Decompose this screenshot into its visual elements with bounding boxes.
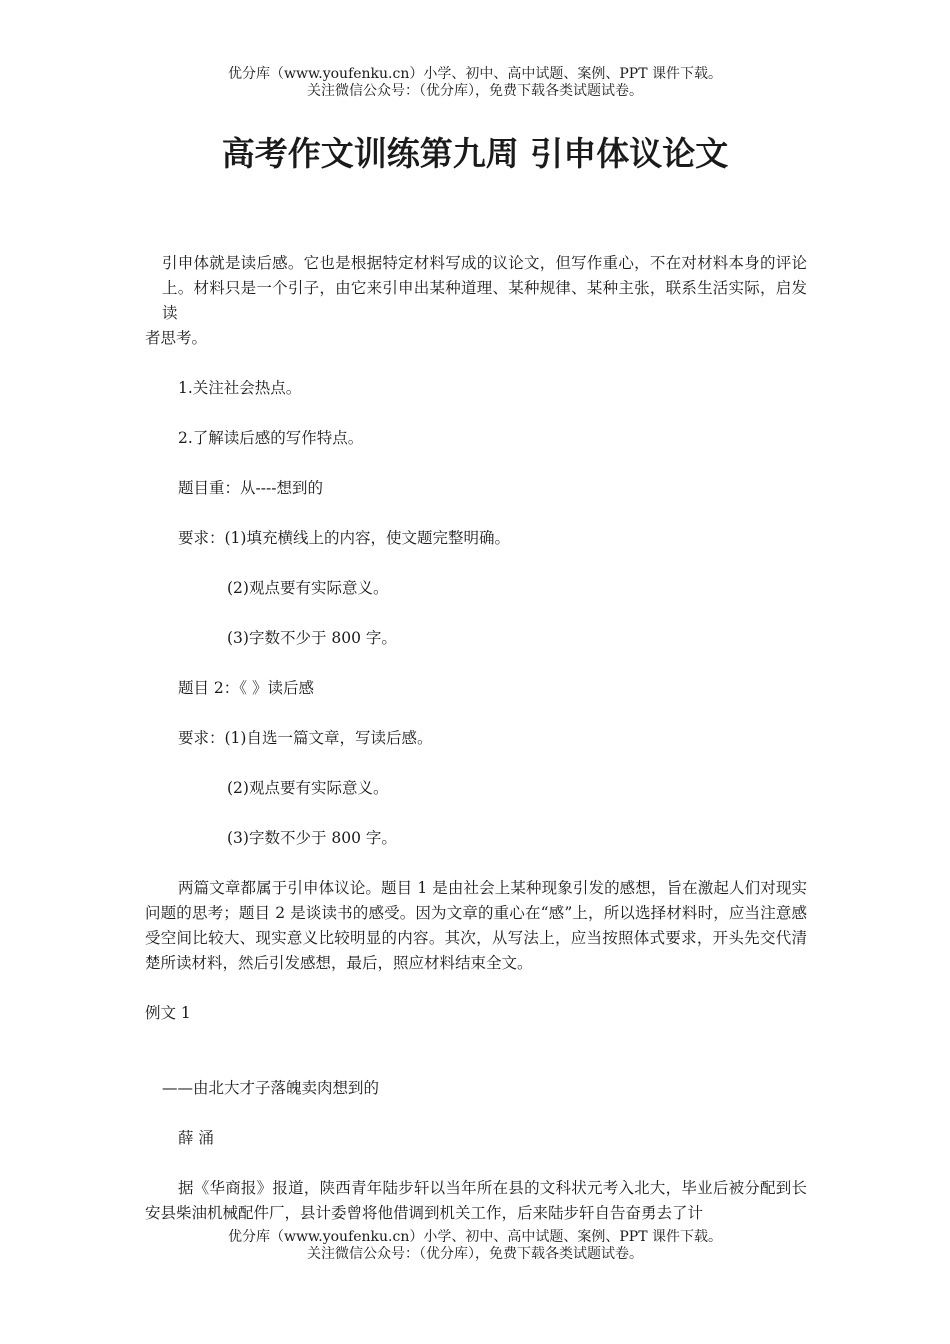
topic1-requirement: (2)观点要有实际意义。 [227,579,389,597]
page-footer [0,1229,950,1263]
header-line-2: 关注微信公众号：（优分库），免费下载各类试题试卷。 [307,83,643,99]
document-body [145,251,807,1226]
point-item: 1.关注社会热点。 [178,379,302,397]
intro-text: 引申体就是读后感。它也是根据特定材料写成的议论文，但写作重心，不在对材料本身的评论上。材料只是一个引子，由它来引申出某种道理、某种规律、某种主张，联系生活实际，启发读 [162,254,807,322]
topic1-requirement: (3)字数不少于 800 字。 [227,629,397,647]
example-author: 薛 涌 [178,1129,214,1147]
topic1-title: 题目重：从----想到的 [178,479,323,497]
example-body: 据《华商报》报道，陕西青年陆步轩以当年所在县的文科状元考入北大，毕业后被分配到长安县柴油机械配件厂，县计委曾将他借调到机关工作，后来陆步轩自告奋勇去了计 [145,1179,807,1222]
analysis-paragraph: 两篇文章都属于引申体议论。题目 1 是由社会上某种现象引发的感想，旨在激起人们对现实问题的思考；题目 2 是谈读书的感受。因为文章的重心在“感”上，所以选择材料时，应当注意感受空间比较大、现实意义比较明显的内容。其次，从写法上，应当按照体式要求，开头先交代清楚所读材料，然后引发感想，最后，照应材料结束全文。 [145,879,807,972]
topic1-requirement: 要求：(1)填充横线上的内容，使文题完整明确。 [178,529,510,547]
footer-line-2: 关注微信公众号：（优分库），免费下载各类试题试卷。 [307,1246,643,1262]
header-line-1: 优分库（www.youfenku.cn）小学、初中、高中试题、案例、PPT 课件下载。 [227,66,722,82]
footer-line-1: 优分库（www.youfenku.cn）小学、初中、高中试题、案例、PPT 课件下载。 [227,1229,722,1245]
example-subtitle: ——由北大才子落魄卖肉想到的 [162,1079,380,1097]
intro-continuation: 者思考。 [145,329,208,347]
topic2-title: 题目 2：《 》读后感 [178,679,314,697]
document-title: 高考作文训练第九周 引申体议论文 [221,134,729,173]
page-header [0,66,950,100]
topic2-requirement: (3)字数不少于 800 字。 [227,829,397,847]
topic2-requirement: (2)观点要有实际意义。 [227,779,389,797]
point-item: 2.了解读后感的写作特点。 [178,429,364,447]
example-label: 例文 1 [145,1004,191,1022]
intro-paragraph [145,251,807,326]
topic2-requirement: 要求：(1)自选一篇文章，写读后感。 [178,729,433,747]
